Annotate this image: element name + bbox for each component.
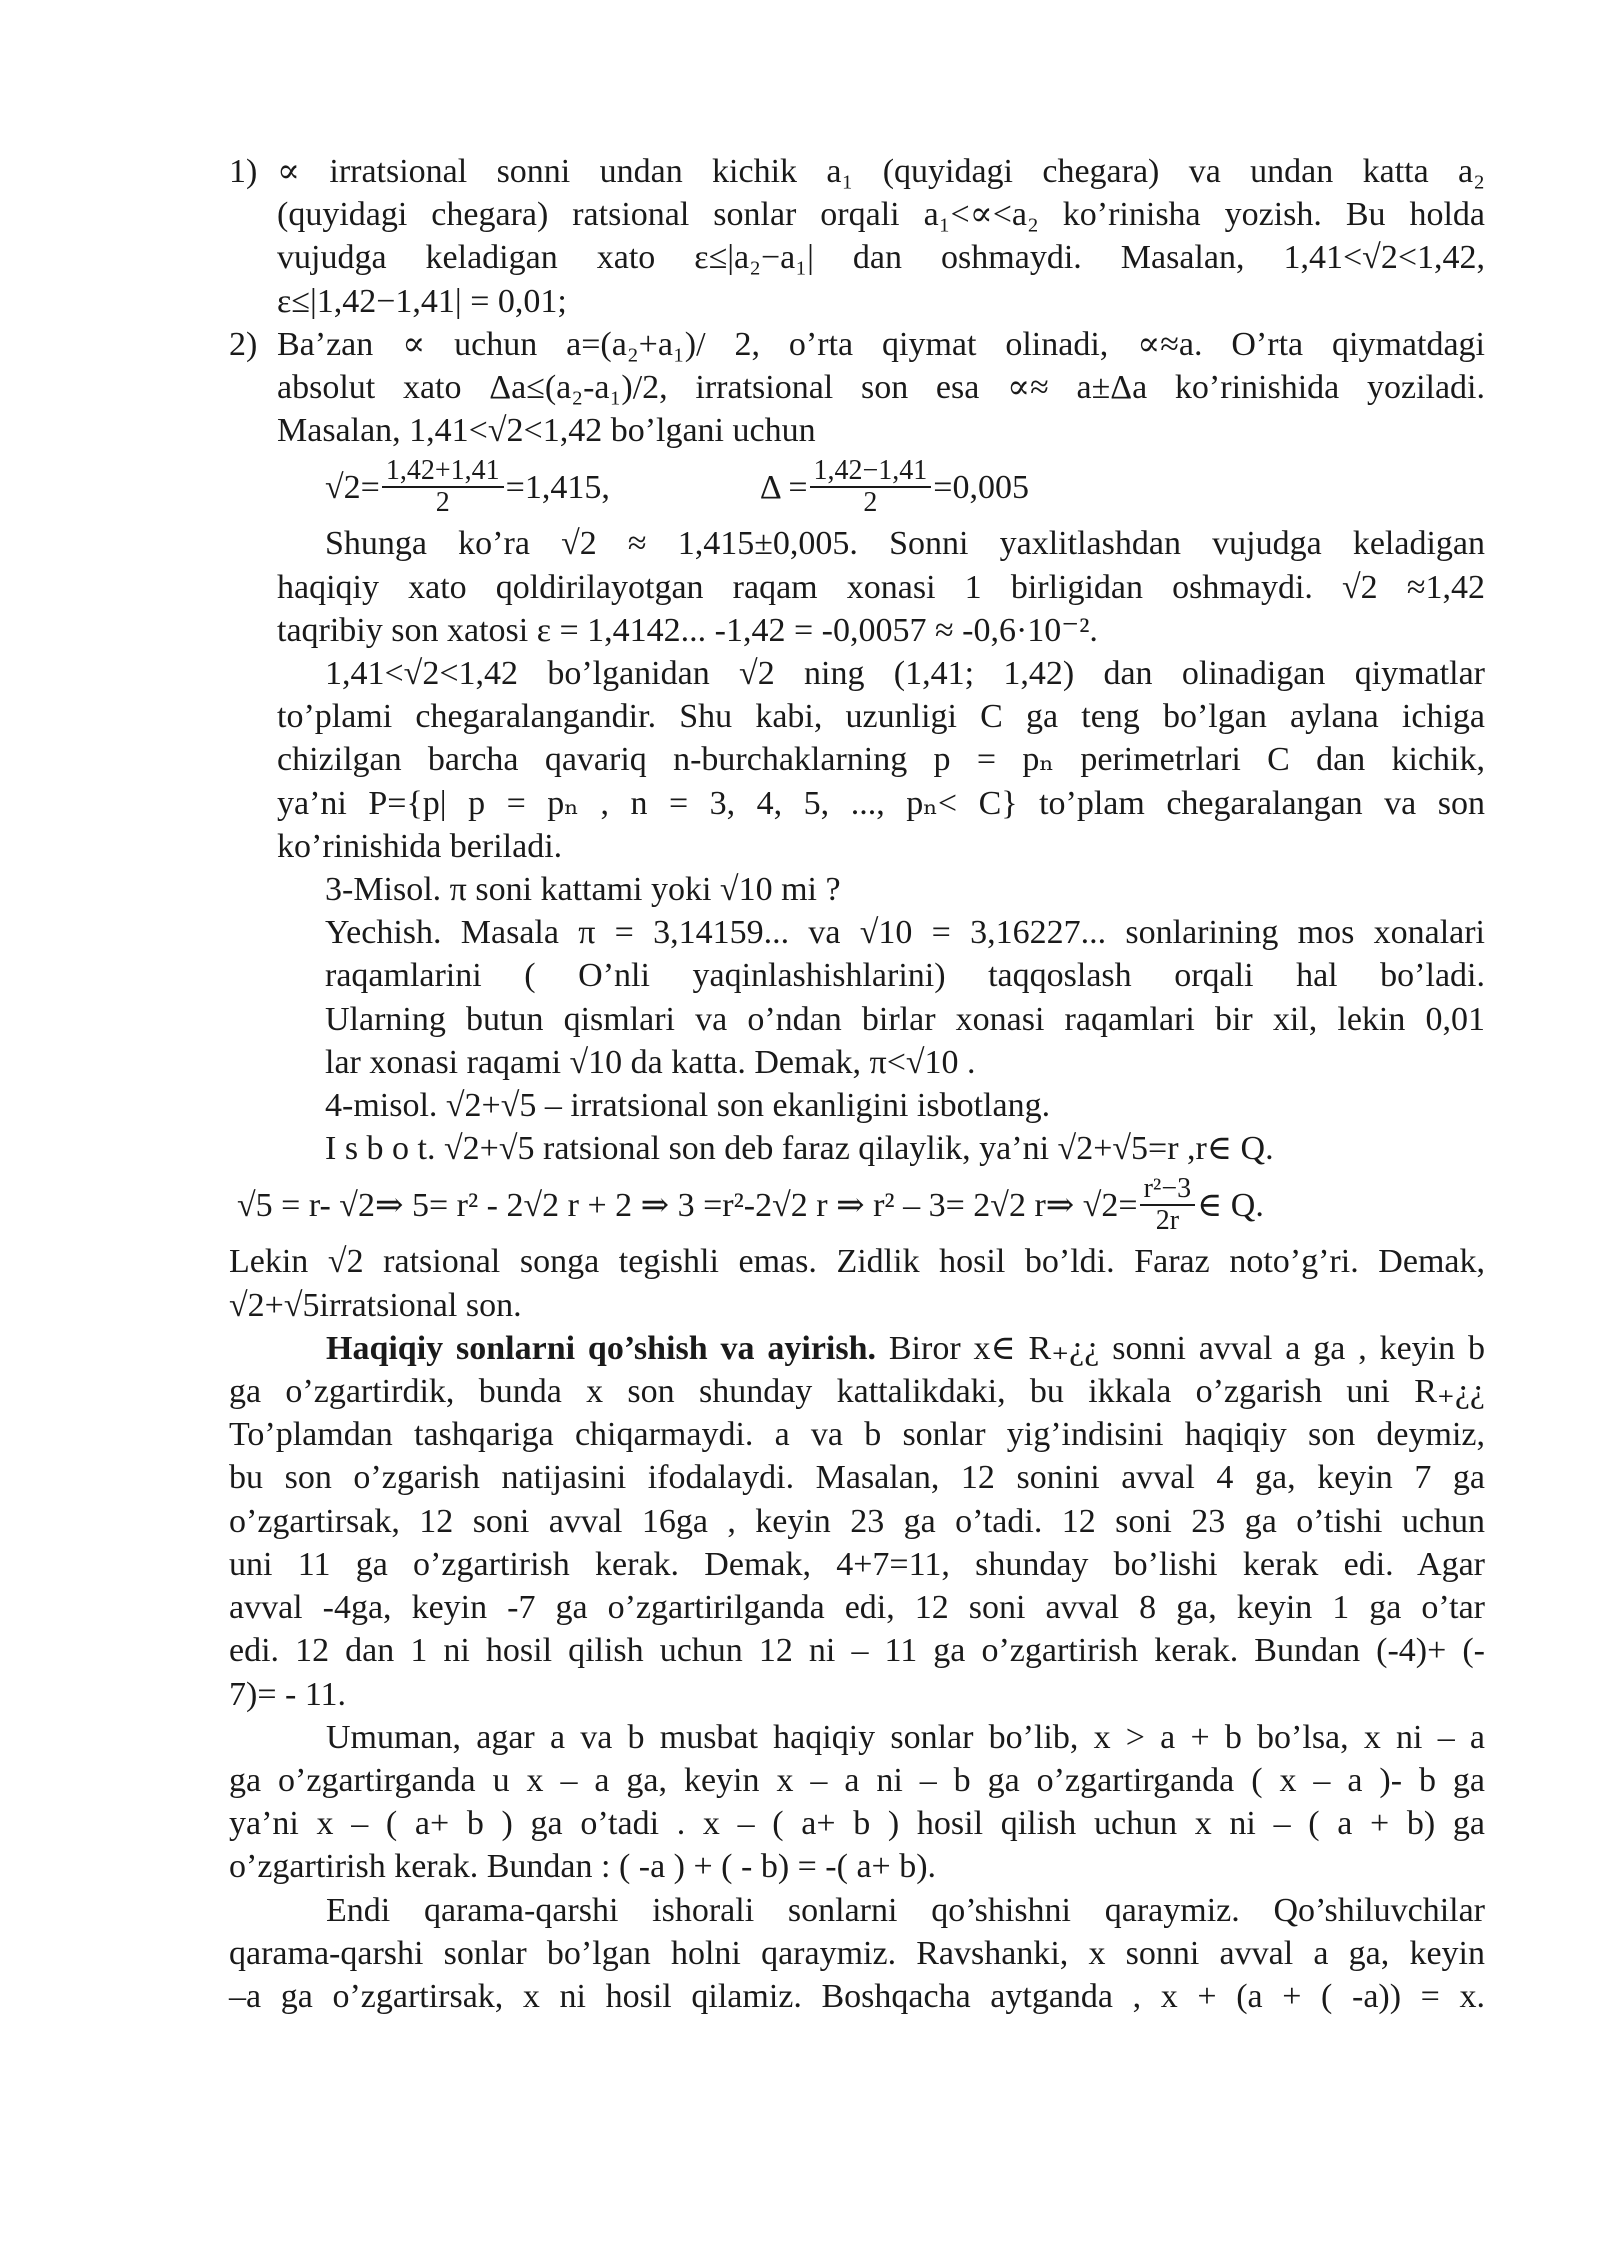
text-line: ε≤|1,42−1,41| = 0,01; [277, 282, 567, 320]
list-number: 1) [229, 153, 258, 190]
text-line: bu son o’zgarish natijasini ifodalaydi. Masalan, 12 sonini avval 4 ga, keyin 7 ga [229, 1459, 1485, 1497]
text-line: 1,41<√2<1,42 bo’lganidan √2 ning (1,41; 1,42) dan olinadigan qiymatlar [325, 655, 1485, 693]
example-title: 3-Misol. π soni kattami yoki √10 mi ? [325, 871, 841, 909]
fraction-denominator: 2r [1155, 1205, 1180, 1237]
fraction-numerator: 1,42+1,41 [382, 456, 504, 488]
text-line: ga o’zgartirdik, bunda x son shunday kattalikdaki, bu ikkala o’zgarish uni R₊¿¿ [229, 1373, 1485, 1411]
text-line: ko’rinishida beriladi. [277, 827, 563, 865]
fraction-denominator: 2 [435, 487, 450, 519]
section-addition-subtraction [229, 1327, 1485, 1716]
formula-proof [229, 1170, 1485, 1240]
formula-rhs: =0,005 [933, 468, 1029, 506]
paragraph [229, 652, 1485, 868]
text-line: ya’ni P={p| p = pₙ , n = 3, 4, 5, ..., pₙ< C} to’plam chegaralangan va son [277, 784, 1485, 822]
paragraph [229, 1716, 1485, 1889]
formula-lhs: Δ = [759, 468, 808, 506]
text-line: Masalan, 1,41<√2<1,42 bo’lgani uchun [277, 412, 816, 450]
text-line: ∝ irratsional sonni undan kichik a₁ (quyidagi chegara) va undan katta a₂ [277, 153, 1485, 190]
paragraph [229, 522, 1485, 652]
text-line: Endi qarama-qarshi ishorali sonlarni qo’shishni qaraymiz. Qo’shiluvchilar [326, 1891, 1485, 1929]
text-line: ya’ni x – ( a+ b ) ga o’tadi . x – ( a+ b ) hosil qilish uchun x ni – ( a + b) ga [229, 1805, 1485, 1843]
text-line: Lekin √2 ratsional songa tegishli emas. Zidlik hosil bo’ldi. Faraz noto’g’ri. Demak, [229, 1243, 1485, 1281]
text-line: chizilgan barcha qavariq n-burchaklarning p = pₙ perimetrlari C dan kichik, [277, 741, 1485, 779]
list-number: 2) [229, 325, 258, 363]
text-line: Shunga ko’ra √2 ≈ 1,415±0,005. Sonni yaxlitlashdan vujudga keladigan [325, 525, 1485, 563]
section-heading: Haqiqiy sonlarni qo’shish va ayirish. [326, 1329, 876, 1367]
list-item-1 [229, 150, 1485, 323]
text-line: 7)= - 11. [229, 1675, 347, 1713]
text-line: edi. 12 dan 1 ni hosil qilish uchun 12 ni – 11 ga o’zgartirish kerak. Bundan (-4)+ (- [229, 1632, 1485, 1670]
example-4 [229, 1084, 1485, 1170]
text-line: Ba’zan ∝ uchun a=(a₂+a₁)/ 2, o’rta qiymat olinadi, ∝≈a. O’rta qiymatdagi [277, 325, 1485, 363]
text-line: taqribiy son xatosi ε = 1,4142... -1,42 = -0,0057 ≈ -0,6·10⁻². [277, 611, 1098, 649]
formula-text: √5 = r- √2⇒ 5= r² - 2√2 r + 2 ⇒ 3 =r²-2√2 r ⇒ r² – 3= 2√2 r⇒ √2= [237, 1186, 1138, 1224]
text-line: Umuman, agar a va b musbat haqiqiy sonlar bo’lib, x > a + b bo’lsa, x ni – a [326, 1718, 1485, 1756]
proof-line: I s b o t. √2+√5 ratsional son deb faraz qilaylik, ya’ni √2+√5=r ,r∈ Q. [325, 1130, 1274, 1168]
text-line: vujudga keladigan xato ε≤|a₂−a₁| dan oshmaydi. Masalan, 1,41<√2<1,42, [277, 239, 1485, 277]
formula-lhs: √2= [325, 468, 380, 506]
text-line: haqiqiy xato qoldirilayotgan raqam xonasi 1 birligidan oshmaydi. √2 ≈1,42 [277, 568, 1485, 606]
formula-sqrt2-midpoint [229, 452, 1485, 522]
example-title: 4-misol. √2+√5 – irratsional son ekanligini isbotlang. [325, 1087, 1051, 1125]
example-3 [229, 868, 1485, 1084]
text-line: Ularning butun qismlari va o’ndan birlar xonasi raqamlari bir xil, lekin 0,01 [325, 1000, 1485, 1038]
text-line: To’plamdan tashqariga chiqarmaydi. a va b sonlar yig’indisini haqiqiy son deymiz, [229, 1416, 1485, 1454]
text-line: to’plami chegaralangandir. Shu kabi, uzunligi C ga teng bo’lgan aylana ichiga [277, 698, 1485, 736]
document-page [229, 150, 1485, 2018]
paragraph [229, 1889, 1485, 2019]
formula-tail: ∈ Q. [1197, 1186, 1264, 1224]
text-line: absolut xato Δa≤(a₂-a₁)/2, irratsional son esa ∝≈ a±Δa ko’rinishida yoziladi. [277, 369, 1485, 407]
list-item-2 [229, 323, 1485, 453]
text-line: avval -4ga, keyin -7 ga o’zgartirilganda edi, 12 soni avval 8 ga, keyin 1 ga o’tar [229, 1589, 1485, 1627]
text-line: ga o’zgartirganda u x – a ga, keyin x – a ni – b ga o’zgartirganda ( x – a )- b ga [229, 1761, 1485, 1799]
text-line: o’zgartirish kerak. Bundan : ( -a ) + ( - b) = -( a+ b). [229, 1848, 937, 1886]
fraction-numerator: 1,42−1,41 [810, 456, 932, 488]
text-line: (quyidagi chegara) ratsional sonlar orqali a₁<∝<a₂ ko’rinisha yozish. Bu holda [277, 196, 1485, 234]
text-line: qarama-qarshi sonlar bo’lgan holni qaraymiz. Ravshanki, x sonni avval a ga, keyin [229, 1934, 1485, 1972]
text-line [229, 1327, 1485, 1370]
fraction [382, 456, 504, 518]
text-line: lar xonasi raqami √10 da katta. Demak, π<√10 . [325, 1043, 976, 1081]
text-line: uni 11 ga o’zgartirish kerak. Demak, 4+7=11, shunday bo’lishi kerak edi. Agar [229, 1545, 1485, 1583]
fraction [810, 456, 932, 518]
text-line: Yechish. Masala π = 3,14159... va √10 = 3,16227... sonlarining mos xonalari [325, 914, 1485, 952]
fraction-denominator: 2 [863, 487, 878, 519]
text-line: √2+√5irratsional son. [229, 1286, 522, 1324]
fraction [1140, 1174, 1196, 1236]
fraction-numerator: r²−3 [1140, 1174, 1196, 1206]
text-line: o’zgartirsak, 12 soni avval 16ga , keyin 23 ga o’tadi. 12 soni 23 ga o’tishi uchun [229, 1502, 1485, 1540]
text-line: raqamlarini ( O’nli yaqinlashishlarini) taqqoslash orqali hal bo’ladi. [325, 957, 1485, 995]
formula-rhs: =1,415, [505, 468, 610, 506]
text-span: Biror x∈ R₊¿¿ sonni avval a ga , keyin b [876, 1329, 1485, 1367]
text-line: –a ga o’zgartirsak, x ni hosil qilamiz. Boshqacha aytganda , x + (a + ( -a)) = x. [229, 1977, 1485, 2015]
